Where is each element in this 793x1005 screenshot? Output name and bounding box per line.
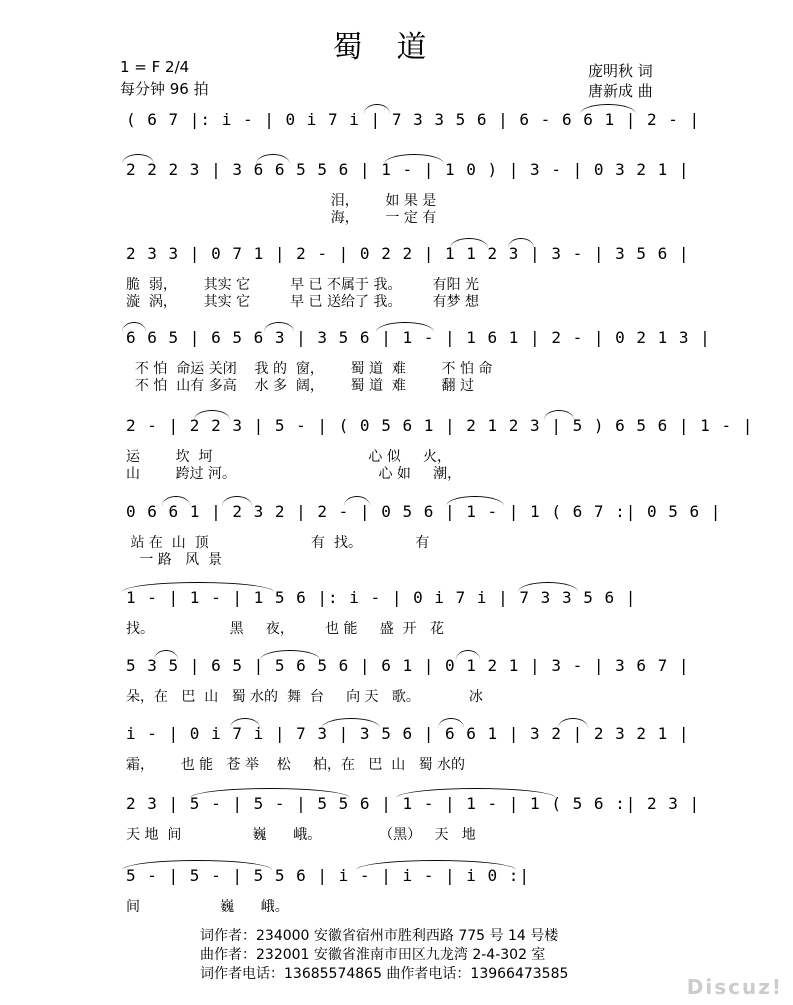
- lyrics-verse-1: 间 巍 峨。: [126, 899, 289, 915]
- tempo-marking: 每分钟 96 拍: [120, 80, 209, 98]
- lyrics-verse-1: 霜， 也 能 苍 举 松 柏，在 巴 山 蜀 水的: [126, 757, 466, 773]
- lyrics-verse-2: 一 路 风 景: [126, 552, 223, 568]
- notation-line: 5 3 5 | 6 5 | 5 6 5 6 | 6 1 | 0 1 2 1 | 3 - | 3 6 7 |: [126, 656, 690, 675]
- lyrics-verse-1: 朵，在 巴 山 蜀 水的 舞 台 向 天 歌。 冰: [126, 689, 483, 705]
- song-title: 蜀道: [332, 30, 461, 65]
- composer-credit: 唐新成 曲: [588, 82, 653, 100]
- lyrics-verse-2: 漩 涡， 其实 它 早 已 送给了 我。 有梦 想: [126, 294, 480, 310]
- watermark: Discuz!: [686, 975, 783, 999]
- notation-line: 5 - | 5 - | 5 5 6 | i - | i - | i 0 :|: [126, 866, 531, 885]
- notation-line: 2 3 3 | 0 7 1 | 2 - | 0 2 2 | 1 1 2 3 | 3 - | 3 5 6 |: [126, 244, 690, 263]
- lyrics-verse-2: 山 跨过 河。 心 如 潮，: [126, 466, 462, 482]
- composer-address: 曲作者：232001 安徽省淮南市田区九龙湾 2-4-302 室: [200, 947, 546, 963]
- notation-line: 1 - | 1 - | 1 5 6 |: i - | 0 i 7 i | 7 3 3 5 6 |: [126, 588, 637, 607]
- lyrics-verse-1: 站 在 山 顶 有 找。 有: [126, 535, 430, 551]
- lyrics-verse-1: 不 怕 命运 关闭 我 的 窗， 蜀 道 难 不 怕 命: [126, 361, 493, 377]
- lyrics-verse-1: 天 地 间 巍 峨。 （黑） 天 地: [126, 827, 476, 843]
- notation-line: ( 6 7 |: i - | 0 i 7 i | 7 3 3 5 6 | 6 - 6 6 1 | 2 - |: [126, 110, 701, 129]
- notation-line: 2 3 | 5 - | 5 - | 5 5 6 | 1 - | 1 - | 1 ( 5 6 :| 2 3 |: [126, 794, 701, 813]
- notation-line: 0 6 6 1 | 2 3 2 | 2 - | 0 5 6 | 1 - | 1 ( 6 7 :| 0 5 6 |: [126, 502, 722, 521]
- lyrics-verse-2: 海， 一 定 有: [126, 210, 437, 226]
- author-phones: 词作者电话：13685574865 曲作者电话：13966473585: [200, 966, 569, 982]
- notation-line: 2 - | 2 2 3 | 5 - | ( 0 5 6 1 | 2 1 2 3 | 5 ) 6 5 6 | 1 - |: [126, 416, 754, 435]
- lyrics-verse-1: 找。 黑 夜， 也 能 盛 开 花: [126, 621, 445, 637]
- key-signature: 1 = F 2/4: [120, 58, 190, 76]
- lyricist-address: 词作者：234000 安徽省宿州市胜利西路 775 号 14 号楼: [200, 928, 559, 944]
- notation-line: 2 2 2 3 | 3 6 6 5 5 6 | 1 - | 1 0 ) | 3 - | 0 3 2 1 |: [126, 160, 690, 179]
- lyrics-verse-1: 脆 弱， 其实 它 早 已 不属于 我。 有阳 光: [126, 277, 480, 293]
- notation-line: 6 6 5 | 6 5 6 3 | 3 5 6 | 1 - | 1 6 1 | 2 - | 0 2 1 3 |: [126, 328, 711, 347]
- lyrics-verse-1: 运 坎 坷 心 似 火，: [126, 449, 451, 465]
- lyrics-verse-1: 泪， 如 果 是: [126, 193, 437, 209]
- lyrics-verse-2: 不 怕 山有 多高 水 多 阔， 蜀 道 难 翻 过: [126, 378, 474, 394]
- author-contact: [200, 927, 568, 984]
- notation-line: i - | 0 i 7 i | 7 3 | 3 5 6 | 6 6 1 | 3 2 | 2 3 2 1 |: [126, 724, 690, 743]
- lyricist-credit: 庞明秋 词: [588, 62, 653, 80]
